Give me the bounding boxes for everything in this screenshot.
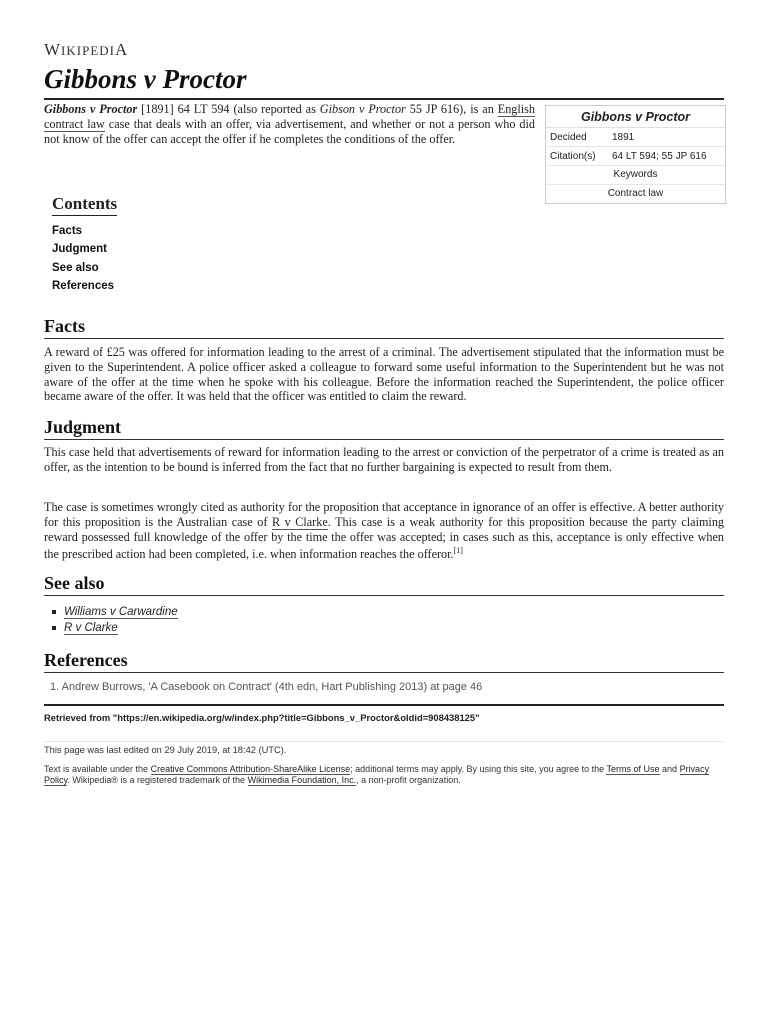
page-title: Gibbons v Proctor xyxy=(44,64,247,94)
link-r-v-clarke[interactable]: R v Clarke xyxy=(271,514,328,529)
toc-item-judgment[interactable] xyxy=(52,240,252,258)
list-item[interactable] xyxy=(52,604,178,620)
section-heading-judgment: Judgment xyxy=(44,417,724,440)
terms-of-use-link[interactable]: Terms of Use xyxy=(606,764,660,774)
judgment-text: . This case is a weak authority for this proposition because the party claiming reward possessed full knowledge of the offer by the time the offer was accepted; in cases such as this, acceptance is only effective when the prescribed action had been completed, i.e. when information reaches the offeror. xyxy=(44,514,725,562)
infobox-title: Gibbons v Proctor xyxy=(546,106,725,128)
toc-link[interactable]: References xyxy=(52,279,115,292)
license-text: ; additional terms may apply. By using this site, you agree to the xyxy=(350,764,605,774)
toc-item-facts[interactable] xyxy=(52,222,252,240)
toc-link[interactable]: See also xyxy=(52,261,99,274)
section-heading-facts: Facts xyxy=(44,316,724,339)
wikipedia-wordmark[interactable] xyxy=(44,40,128,60)
lead-paragraph xyxy=(44,102,535,147)
wikimedia-foundation-link[interactable]: Wikimedia Foundation, Inc. xyxy=(247,775,357,785)
lead-case-name: Gibbons v Proctor xyxy=(44,102,138,116)
infobox-value: 64 LT 594; 55 JP 616 xyxy=(612,150,707,162)
link-english-contract-law[interactable]: English contract law xyxy=(44,102,536,131)
lead-alt-citation: 55 JP 616), is an xyxy=(409,102,494,116)
judgment-paragraph-1: This case held that advertisements of reward for information leading to the arrest or conviction of the perpetrator of a crime is treated as an offer, as the intention to be bound is inferred from the fact that no further bargaining is expected to result from them. xyxy=(44,445,724,474)
license-text: and xyxy=(662,764,678,774)
content-end-divider xyxy=(44,704,724,706)
title-divider xyxy=(44,98,724,100)
infobox-key: Citation(s) xyxy=(550,150,596,162)
wordmark-final: A xyxy=(114,40,129,59)
section-heading-see-also: See also xyxy=(44,573,724,596)
toc-item-references[interactable] xyxy=(52,277,252,295)
toc-link[interactable]: Facts xyxy=(52,225,83,237)
last-edited-notice: This page was last edited on 29 July 2019, at 18:42 (UTC). xyxy=(44,745,287,755)
license-text: Text is available under the xyxy=(44,764,149,774)
bullet-icon xyxy=(52,610,56,614)
wordmark-initial: W xyxy=(44,40,62,59)
see-also-link[interactable]: R v Clarke xyxy=(64,622,118,634)
license-notice xyxy=(44,764,724,786)
license-text: . Wikipedia® is a registered trademark of the xyxy=(67,775,246,785)
retrieved-from[interactable]: Retrieved from "https://en.wikipedia.org/w/index.php?title=Gibbons_v_Proctor&oldid=908438125" xyxy=(44,712,480,723)
infobox-keywords-value: Contract law xyxy=(607,188,664,199)
infobox-key: Decided xyxy=(550,131,587,143)
infobox-row-decided xyxy=(546,128,725,147)
citation-link[interactable]: [1] xyxy=(453,546,463,556)
toc-item-see-also[interactable] xyxy=(52,259,252,277)
lead-also-reported: (also reported as xyxy=(233,102,316,116)
list-item[interactable] xyxy=(52,620,178,636)
toc-title: Contents xyxy=(52,194,117,216)
privacy-policy-link[interactable]: Privacy Policy xyxy=(44,764,710,785)
section-heading-references: References xyxy=(44,650,724,673)
judgment-paragraph-2 xyxy=(44,500,724,562)
judgment-text: The case is sometimes wrongly cited as authority for the proposition that acceptance in ignorance of an offer is effective. A better authority for this proposition is the Australian case of xyxy=(44,500,724,529)
see-also-link[interactable]: Williams v Carwardine xyxy=(64,606,178,618)
see-also-list xyxy=(52,604,178,636)
license-link[interactable]: Creative Commons Attribution-ShareAlike License xyxy=(150,764,351,774)
wordmark-middle: IKIPEDI xyxy=(61,43,115,58)
facts-paragraph: A reward of £25 was offered for information leading to the arrest of a criminal. The advertisement stipulated that the information must be given to the Superintendent. A police officer asked a colleague to forward some useful information to the Superintendent but he was not aware of the offer at the time when he spoke with his colleague. Before the information reached the Superintendent, the police officer became aware of the offer. It was held that the officer was entitled to claim the reward. xyxy=(44,345,724,404)
lead-alt-case-name: Gibson v Proctor xyxy=(319,102,406,116)
lead-text: case that deals with an offer, via advertisement, and whether or not a person who did not know of the offer can accept the offer if he completes the conditions of the offer. xyxy=(44,117,536,146)
table-of-contents xyxy=(52,194,252,295)
license-text: , a non-profit organization. xyxy=(356,775,461,785)
lead-citation: [1891] 64 LT 594 xyxy=(141,102,230,116)
infobox-keywords-label: Keywords xyxy=(546,166,725,185)
toc-link[interactable]: Judgment xyxy=(52,243,107,256)
infobox-row-citation xyxy=(546,147,725,166)
infobox-value: 1891 xyxy=(612,131,635,143)
infobox xyxy=(545,105,726,204)
reference-item: 1. Andrew Burrows, 'A Casebook on Contract' (4th edn, Hart Publishing 2013) at page 46 xyxy=(50,681,483,693)
footer-divider xyxy=(44,741,724,742)
bullet-icon xyxy=(52,626,56,630)
